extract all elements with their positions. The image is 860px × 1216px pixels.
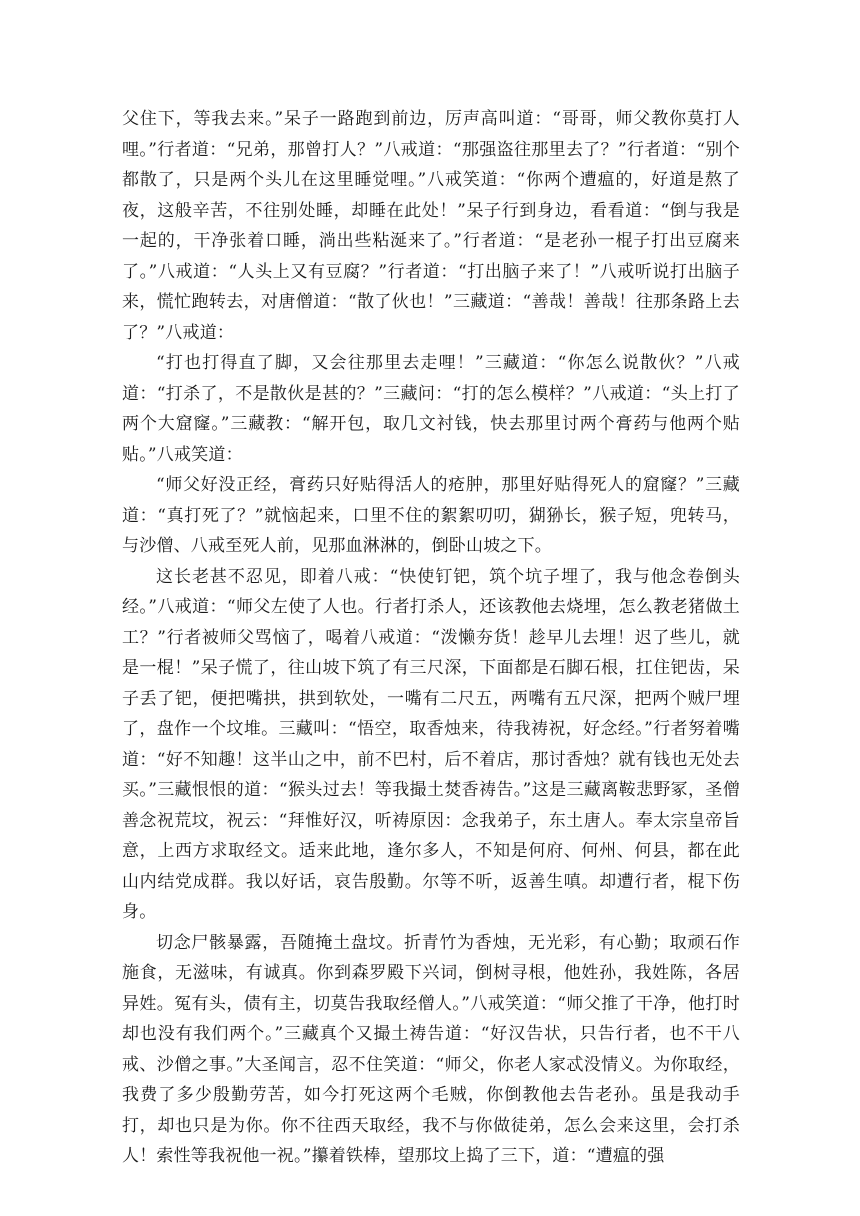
document-body bbox=[122, 104, 740, 1172]
paragraph-1: 父住下，等我去来。”呆子一路跑到前边，厉声高叫道：“哥哥，师父教你莫打人哩。”行者道：“兄弟，那曾打人？”八戒道：“那强盗往那里去了？”行者道：“别个都散了，只是两个头儿在这里睡觉哩。”八戒笑道：“你两个遭瘟的，好道是熬了夜，这般辛苦，不往别处睡，却睡在此处！”呆子行到身边，看看道：“倒与我是一起的，干净张着口睡，淌出些粘涎来了。”行者道：“是老孙一棍子打出豆腐来了。”八戒道：“人头上又有豆腐？”行者道：“打出脑子来了！”八戒听说打出脑子来，慌忙跑转去，对唐僧道：“散了伙也！”三藏道：“善哉！善哉！往那条路上去了？”八戒道： bbox=[122, 109, 740, 343]
paragraph-5: 切念尸骸暴露，吾随掩土盘坟。折青竹为香烛，无光彩，有心勤；取顽石作施食，无滋味，有诚真。你到森罗殿下兴词，倒树寻根，他姓孙，我姓陈，各居异姓。冤有头，债有主，切莫告我取经僧人。”八戒笑道：“师父推了干净，他打时却也没有我们两个。”三藏真个又撮土祷告道：“好汉告状，只告行者，也不干八戒、沙僧之事。”大圣闻言，忍不住笑道：“师父，你老人家忒没情义。为你取经，我费了多少殷勤劳苦，如今打死这两个毛贼，你倒教他去告老孙。虽是我动手打，却也只是为你。你不往西天取经，我不与你做徒弟，怎么会来这里，会打杀人！索性等我祝他一祝。”攥着铁棒，望那坟上捣了三下，道：“遭瘟的强 bbox=[122, 932, 740, 1166]
paragraph-4: 这长老甚不忍见，即着八戒：“快使钉钯，筑个坑子埋了，我与他念卷倒头经。”八戒道：“师父左使了人也。行者打杀人，还该教他去烧埋，怎么教老猪做土工？”行者被师父骂恼了，喝着八戒道：“泼懒夯货！趁早儿去埋！迟了些儿，就是一棍！”呆子慌了，往山坡下筑了有三尺深，下面都是石脚石根，扛住钯齿，呆子丢了钯，便把嘴拱，拱到软处，一嘴有二尺五，两嘴有五尺深，把两个贼尸埋了，盘作一个坟堆。三藏叫：“悟空，取香烛来，待我祷祝，好念经。”行者努着嘴道：“好不知趣！这半山之中，前不巴村，后不着店，那讨香烛？就有钱也无处去买。”三藏恨恨的道：“猴头过去！等我撮土焚香祷告。”这是三藏离鞍悲野冢，圣僧善念祝荒坟，祝云：“拜惟好汉，听祷原因：念我弟子，东土唐人。奉太宗皇帝旨意，上西方求取经文。适来此地，逢尔多人，不知是何府、何州、何县，都在此山内结党成群。我以好话，哀告殷勤。尔等不听，返善生嗔。却遭行者，棍下伤身。 bbox=[122, 566, 740, 922]
paragraph-2: “打也打得直了脚，又会往那里去走哩！”三藏道：“你怎么说散伙？”八戒道：“打杀了，不是散伙是甚的？”三藏问：“打的怎么模样？”八戒道：“头上打了两个大窟窿。”三藏教：“解开包，取几文衬钱，快去那里讨两个膏药与他两个贴贴。”八戒笑道： bbox=[122, 353, 740, 465]
paragraph-3: “师父好没正经，膏药只好贴得活人的疮肿，那里好贴得死人的窟窿？”三藏道：“真打死了？”就恼起来，口里不住的絮絮叨叨，猢狲长，猴子短，兜转马，与沙僧、八戒至死人前，见那血淋淋的，倒卧山坡之下。 bbox=[122, 475, 740, 556]
